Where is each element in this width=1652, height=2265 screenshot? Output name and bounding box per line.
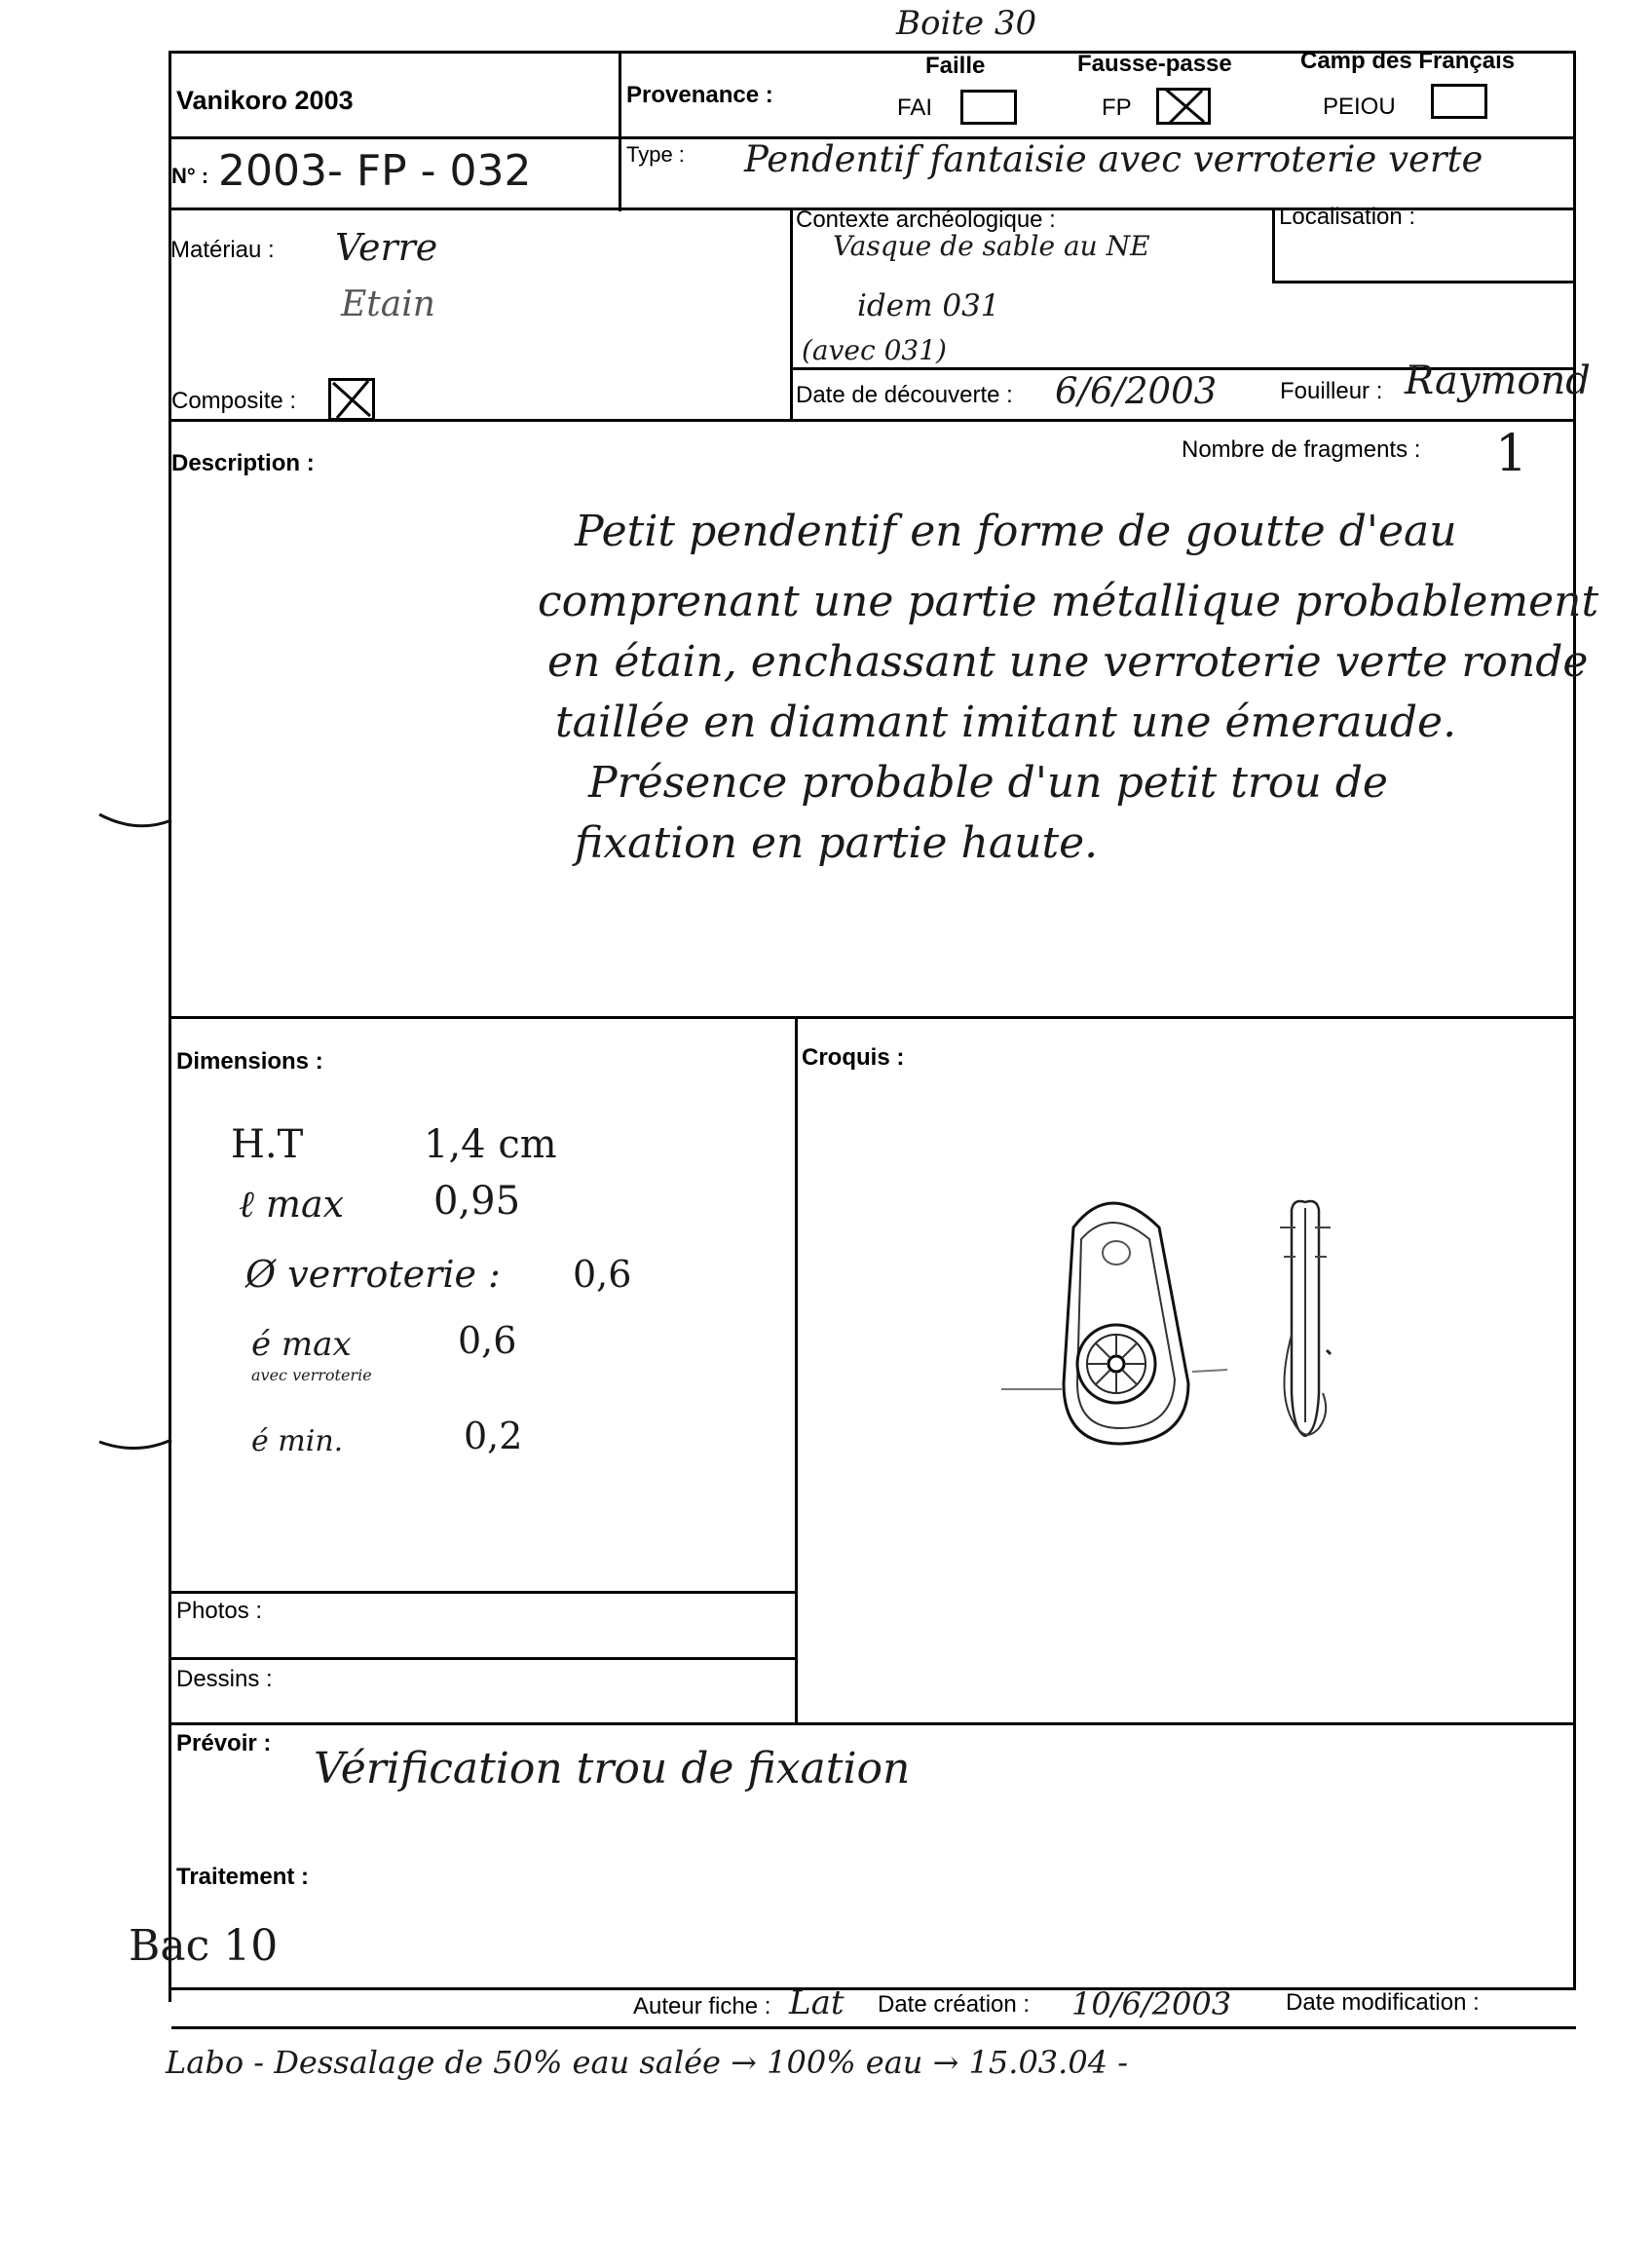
fai-checkbox[interactable] (960, 90, 1017, 125)
dim-key: H.T (231, 1122, 304, 1167)
croquis-label: Croquis : (802, 1044, 905, 1071)
decouverte-value: 6/6/2003 (1055, 370, 1218, 412)
fouilleur-label: Fouilleur : (1280, 378, 1383, 404)
materiau-label: Matériau : (170, 237, 275, 263)
prevoir-value: Vérification trou de fixation (314, 1744, 911, 1793)
site-title: Vanikoro 2003 (176, 86, 354, 115)
traitement-label: Traitement : (176, 1864, 310, 1890)
fp-code: FP (1102, 94, 1132, 121)
description-line: en étain, enchassant une verroterie verte ronde (547, 637, 1589, 687)
composite-checkbox[interactable] (328, 378, 375, 421)
modification-label: Date modification : (1286, 1989, 1480, 2016)
description-bottom (171, 1016, 1576, 1019)
photos-top (171, 1591, 797, 1594)
localisation-bottom (1272, 281, 1576, 283)
pendant-sketch-side (1266, 1198, 1354, 1452)
contexte-label: Contexte archéologique : (796, 207, 1056, 233)
dim-value: 1,4 cm (424, 1122, 557, 1167)
fp-checkbox[interactable] (1156, 88, 1211, 125)
composite-label: Composite : (171, 388, 297, 414)
creation-label: Date création : (878, 1991, 1031, 2018)
peiou-checkbox[interactable] (1431, 84, 1487, 119)
dim-key: é max (251, 1325, 352, 1364)
fragments-label: Nombre de fragments : (1182, 436, 1421, 463)
number-label: N° : (171, 164, 209, 188)
check-mark-icon (331, 381, 372, 418)
number-value: 2003- FP - 032 (218, 146, 532, 196)
fragments-value: 1 (1495, 425, 1528, 483)
frame-left (169, 51, 171, 2002)
dessins-top (171, 1657, 797, 1660)
frame-right (1573, 51, 1576, 1989)
section-material-bottom (171, 419, 1576, 422)
check-mark-icon (1159, 91, 1208, 122)
dim-value: 0,2 (464, 1415, 523, 1457)
dim-key: é min. (251, 1424, 344, 1458)
header-divider (619, 51, 621, 211)
dim-value: 0,6 (458, 1319, 517, 1362)
localisation-label: Localisation : (1279, 204, 1416, 230)
contexte-line-3: (avec 031) (802, 334, 947, 366)
bottom-note: Labo - Dessalage de 50% eau salée → 100% eau → 15.03.04 - (166, 2044, 1129, 2081)
auteur-label: Auteur fiche : (633, 1993, 771, 2020)
provenance-label: Provenance : (626, 82, 773, 108)
dim-key: Ø verroterie : (245, 1253, 501, 1296)
photos-label: Photos : (176, 1598, 263, 1624)
dimensions-label: Dimensions : (176, 1048, 323, 1075)
prevoir-top (171, 1722, 1576, 1725)
prevoir-label: Prévoir : (176, 1730, 272, 1756)
description-line: taillée en diamant imitant une émeraude. (555, 698, 1457, 747)
frame-bottom (171, 2026, 1576, 2029)
box-note: Boite 30 (896, 4, 1037, 43)
materiau-value-2: Etain (341, 284, 435, 324)
dessins-label: Dessins : (176, 1666, 273, 1692)
description-line: Présence probable d'un petit trou de (588, 758, 1388, 808)
dim-value: 0,95 (433, 1179, 521, 1224)
description-label: Description : (171, 450, 315, 476)
description-line: Petit pendentif en forme de goutte d'eau (575, 507, 1457, 556)
creation-value: 10/6/2003 (1071, 1985, 1232, 2022)
peiou-code: PEIOU (1323, 94, 1396, 120)
type-value: Pendentif fantaisie avec verroterie verte (744, 138, 1483, 180)
traitement-margin-note: Bac 10 (129, 1921, 279, 1971)
contexte-line-1: Vasque de sable au NE (833, 230, 1150, 262)
margin-mark (97, 1432, 175, 1461)
faille-title: Faille (925, 53, 986, 79)
dim-note: avec verroterie (251, 1366, 372, 1384)
pendant-sketch-front (994, 1189, 1247, 1461)
fai-code: FAI (897, 94, 933, 121)
camp-title: Camp des Français (1300, 48, 1516, 74)
contexte-line-2: idem 031 (857, 288, 1000, 323)
margin-mark (97, 809, 175, 838)
auteur-value: Lat (789, 1983, 845, 2022)
croquis-divider (795, 1016, 798, 1724)
context-divider (790, 208, 793, 420)
dim-value: 0,6 (573, 1253, 632, 1296)
localisation-divider (1272, 208, 1275, 283)
description-line: comprenant une partie métallique probablement (538, 577, 1599, 626)
type-label: Type : (626, 142, 685, 167)
fouilleur-value: Raymond (1405, 359, 1591, 403)
fausse-passe-title: Fausse-passe (1077, 51, 1232, 77)
description-line: fixation en partie haute. (575, 818, 1099, 868)
materiau-value-1: Verre (335, 226, 438, 269)
dim-key: ℓ max (239, 1183, 345, 1226)
decouverte-label: Date de découverte : (796, 382, 1013, 408)
